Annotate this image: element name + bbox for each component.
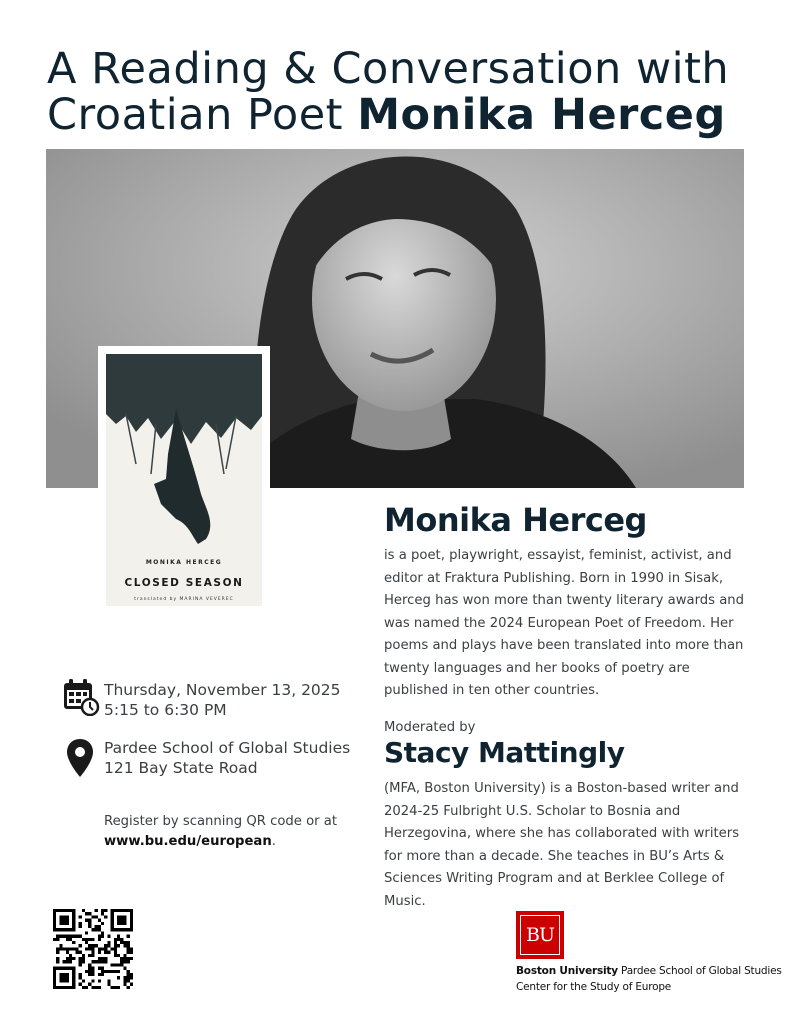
event-location [104,738,350,778]
qr-code[interactable] [53,909,133,989]
registration-url-link[interactable]: www.bu.edu/european [104,834,272,849]
book-cover [98,346,270,612]
bu-logo [516,911,564,959]
registration-info [104,812,354,852]
book-title: CLOSED SEASON [124,577,244,589]
registration-url-suffix: . [271,834,276,849]
calendar-clock-icon [62,678,100,716]
event-address: 121 Bay State Road [104,759,258,777]
book-cover-art [106,354,262,606]
title-line-1: A Reading & Conversation with [47,44,730,94]
page-title [47,46,747,138]
book-author: MONIKA HERCEG [145,559,223,566]
bu-logo-text: BU [520,915,560,955]
event-date-time [104,680,341,720]
location-pin-icon [66,738,94,778]
moderated-by-label: Moderated by [384,720,476,735]
org-name: Boston University [516,965,618,977]
org-line [516,965,782,977]
moderator-bio: (MFA, Boston University) is a Boston-based writer and 2024-25 Fulbright U.S. Scholar to Bosnia and Herzegovina, where she has collaborated with writers for more than a decade. She teaches in BU’s Arts & Sciences Writing Program and at Berklee College of Music. [384,781,740,909]
event-venue: Pardee School of Global Studies [104,739,351,757]
book-translator: translated by MARINA VEVEREC [134,597,234,602]
title-prefix: Croatian Poet [47,90,358,140]
event-time: 5:15 to 6:30 PM [104,701,227,719]
org-center: Center for the Study of Europe [516,981,672,993]
title-poet-name: Monika Herceg [357,90,726,140]
moderator-name-heading: Stacy Mattingly [384,736,625,769]
title-line-2 [47,92,747,138]
event-date: Thursday, November 13, 2025 [104,681,341,699]
poet-name-heading: Monika Herceg [384,501,647,539]
poet-bio: is a poet, playwright, essayist, feminist, activist, and editor at Fraktura Publishing. Born in 1990 in Sisak, Herceg has won more than twenty literary awards and was named the 2024 European Poet of Freedom. Her poems and plays have been translated into more than twenty languages and her books of poetry are published in ten other countries. [384,548,745,698]
registration-text: Register by scanning QR code or at [104,814,338,829]
org-school: Pardee School of Global Studies [617,965,782,977]
